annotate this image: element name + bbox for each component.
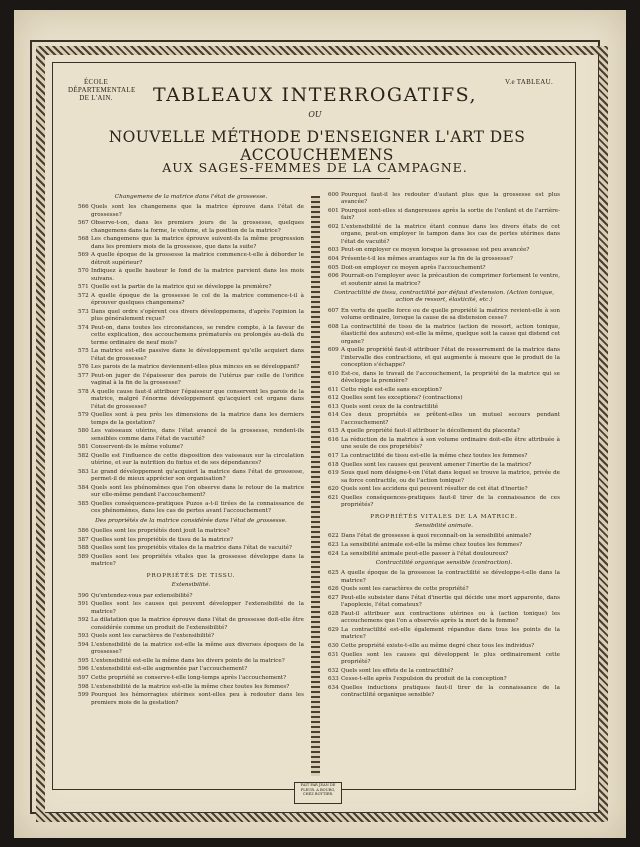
question-item	[78, 412, 304, 427]
question-text: Les parois de la matrice deviennent-elles plus minces en se développant?	[91, 364, 300, 371]
question-number: 574	[78, 325, 89, 331]
question-item	[328, 453, 560, 460]
question-text: Le grand développement qu'acquiert la matrice dans l'état de grossesse, permet-il de mieux apprécier son organisation?	[91, 469, 304, 483]
question-item	[328, 495, 560, 510]
question-number: 584	[78, 485, 89, 491]
question-number: 593	[78, 633, 89, 640]
question-number: 620	[328, 486, 339, 493]
question-text: Sous quel nom désigne-t-on l'état dans lequel se trouve la matrice, privée de sa force contractile, ou de l'action tonique?	[341, 470, 560, 484]
question-text: La contractilité est-elle également répandue dans tous les points de la matrice?	[341, 627, 560, 641]
question-text: Quelles conséquences-pratiques faut-il tirer de la connaissance de ces propriétés?	[341, 494, 560, 509]
question-text: A quelle époque de la grossesse le col de la matrice commence-t-il à éprouver quelques changemens?	[91, 293, 304, 307]
question-text: L'extensibilité est-elle augmentée par l'accouchement?	[91, 666, 248, 673]
question-text: Qu'entendez-vous par extensibilité?	[91, 592, 193, 599]
question-text: Quelles sont les propriétés vitales que la grossesse développe dans la matrice?	[91, 554, 304, 568]
question-number: 619	[328, 470, 339, 477]
question-number: 586	[78, 528, 89, 535]
question-item	[328, 652, 560, 667]
question-item	[78, 593, 304, 600]
question-item	[328, 611, 560, 626]
question-text: Cette propriété existe-t-elle au même degré chez tous les individus?	[341, 643, 535, 649]
question-number: 616	[328, 437, 339, 443]
question-text: L'extensibilité de la matrice étant connue dans les divers états de cet organe, peut-on employer le tampon dans les cas de pertes utérines dans l'état de vacuité?	[341, 224, 560, 245]
question-number: 612	[328, 395, 339, 402]
question-number: 605	[328, 264, 339, 271]
question-text: La contractilité de tissu est-elle la même chez toutes les femmes?	[341, 453, 528, 459]
question-item	[328, 428, 560, 435]
section-heading: Contractilité organique sensible (contraction).	[375, 560, 513, 566]
question-item	[328, 643, 560, 650]
question-item	[78, 364, 304, 371]
question-item	[78, 501, 304, 516]
question-item	[78, 268, 304, 283]
printer-imprint: FAIT PAR JEAN DE FLEUR. A BOURG, CHEZ BOTTIER.	[294, 782, 342, 804]
question-item	[78, 293, 304, 308]
question-text: Quelles sont les causes qui peuvent amener l'inertie de la matrice?	[341, 461, 532, 468]
question-number: 591	[78, 601, 89, 608]
question-number: 583	[78, 469, 89, 475]
question-item	[328, 462, 560, 469]
question-number: 577	[78, 373, 89, 379]
question-item	[328, 395, 560, 402]
question-text: L'extensibilité de la matrice est-elle la même chez toutes les femmes?	[91, 683, 290, 690]
question-list	[78, 593, 304, 707]
question-number: 623	[328, 542, 339, 548]
question-number: 609	[328, 347, 339, 354]
question-item	[328, 412, 560, 427]
question-text: Dans l'état de grossesse à quoi reconnaît-on la sensibilité animale?	[341, 533, 532, 540]
question-text: Doit-on employer ce moyen après l'accouchement?	[341, 264, 486, 271]
question-number: 598	[78, 683, 89, 690]
question-text: Quels sont les caractères de cette propriété?	[341, 586, 469, 593]
question-item	[78, 428, 304, 443]
question-item	[78, 617, 304, 632]
question-text: Indiquez à quelle hauteur le fond de la matrice parvient dans les mois suivans.	[91, 268, 304, 282]
question-item	[78, 325, 304, 347]
question-item	[328, 265, 560, 272]
question-item	[78, 284, 304, 291]
question-item	[328, 685, 560, 700]
main-title: TABLEAUX INTERROGATIFS,	[152, 84, 478, 106]
question-text: Quelles sont les exceptions? (contractions)	[341, 395, 463, 402]
question-item	[78, 537, 304, 544]
subsection-heading: Sensibilité animale.	[415, 523, 473, 529]
question-text: A quelle époque de la grossesse la matrice commence-t-elle à déborder le détroit supérieur?	[91, 252, 304, 266]
question-item	[328, 324, 560, 346]
question-text: La sensibilité animale est-elle la même chez toutes les femmes?	[341, 542, 523, 548]
question-item	[78, 601, 304, 616]
question-text: En vertu de quelle force ou de quelle propriété la matrice revient-elle à son volume ordinaire, lorsque la cause de sa distension cesse?	[341, 307, 560, 322]
question-number: 610	[328, 370, 339, 377]
question-number: 594	[78, 641, 89, 648]
question-text: Pourquoi les hémorragies utérines sont-elles peu à redouter dans les premiers mois de la gestation?	[91, 692, 304, 706]
question-number: 618	[328, 461, 339, 468]
question-number: 613	[328, 403, 339, 410]
question-item	[328, 470, 560, 485]
question-number: 588	[78, 545, 89, 552]
question-number: 578	[78, 389, 89, 395]
question-item	[78, 309, 304, 324]
question-text: Pourquoi faut-il les redouter d'autant plus que la grossesse est plus avancée?	[341, 192, 560, 206]
question-text: Quels sont les phénomènes que l'on observe dans le retour de la matrice sur elle-même pendant l'accouchement?	[91, 485, 304, 499]
question-number: 608	[328, 323, 339, 330]
title-conjunction: OU	[308, 110, 322, 119]
question-number: 622	[328, 533, 339, 540]
question-item	[78, 692, 304, 707]
question-text: Quels sont les changemens que la matrice éprouve dans l'état de grossesse?	[91, 204, 304, 218]
question-text: Faut-il attribuer aux contractions utérines ou à (action tonique) les accouchemens que l'on a observés après la mort de la femme?	[341, 611, 560, 625]
question-item	[328, 486, 560, 493]
question-item	[78, 642, 304, 657]
question-text: Peut-elle subsister dans l'état d'inertie qui décide une mort apparente, dans l'apoplexie, l'état comateux?	[341, 595, 560, 609]
question-number: 629	[328, 627, 339, 633]
question-text: Quels sont ceux de la contractilité	[341, 403, 439, 410]
question-item	[328, 347, 560, 369]
question-text: A quelle propriété faut-il attribuer le décollement du placenta?	[341, 428, 520, 435]
question-number: 579	[78, 412, 89, 419]
right-column	[328, 192, 560, 701]
question-number: 580	[78, 428, 89, 435]
question-item	[328, 551, 560, 558]
question-text: La sensibilité animale peut-elle passer à l'état douloureux?	[341, 550, 509, 557]
question-text: Quelles sont les propriétés dont jouit la matrice?	[91, 528, 230, 535]
question-text: Les vaisseaux utérins, dans l'état avancé de la grossesse, rendent-ils sensibles comme dans l'état de vacuité?	[91, 428, 304, 442]
question-item	[78, 373, 304, 388]
question-text: Quelles sont les propriétés vitales de la matrice dans l'état de vacuité?	[91, 545, 292, 552]
question-item	[328, 542, 560, 549]
question-text: Peut-on, dans toutes les circonstances, se rendre compte, à la faveur de cette explication, des accouchemens prématurés ou prolongés au-delà du terme ordinaire de neuf mois?	[91, 325, 304, 346]
question-number: 589	[78, 554, 89, 560]
question-item	[328, 387, 560, 394]
question-number: 611	[328, 386, 339, 393]
question-list	[78, 204, 304, 515]
question-item	[78, 204, 304, 219]
question-item	[328, 273, 560, 288]
question-item	[328, 437, 560, 452]
left-column	[78, 192, 304, 708]
question-number: 627	[328, 595, 339, 601]
question-item	[328, 570, 560, 585]
question-item	[78, 554, 304, 569]
question-number: 602	[328, 224, 339, 230]
question-text: La dilatation que la matrice éprouve dans l'état de grossesse doit-elle être considérée comme un produit de l'extensibilité?	[91, 617, 304, 631]
question-item	[78, 236, 304, 251]
question-text: La matrice est-elle passive dans le développement qu'elle acquiert dans l'état de grossesse?	[91, 348, 304, 362]
question-list	[78, 528, 304, 569]
question-item	[328, 256, 560, 263]
question-number: 617	[328, 453, 339, 459]
question-number: 600	[328, 192, 339, 198]
question-item	[328, 595, 560, 610]
question-number: 633	[328, 676, 339, 683]
question-number: 601	[328, 208, 339, 214]
question-item	[328, 208, 560, 223]
question-item	[78, 666, 304, 673]
section-heading: Contractilité de tissu, contractilité par défaut d'extension. (Action tonique, action de ressort, élasticité, etc.)	[334, 290, 554, 304]
question-item	[78, 633, 304, 640]
table-number-label: V.e TABLEAU.	[504, 78, 554, 86]
question-item	[328, 586, 560, 593]
question-text: Observe-t-on, dans les premiers jours de la grossesse, quelques changemens dans la forme, le volume, et la position de la matrice?	[91, 220, 304, 234]
question-number: 566	[78, 204, 89, 211]
question-number: 595	[78, 657, 89, 664]
question-item	[78, 545, 304, 552]
question-text: Ces deux propriétés se prêtent-elles un mutuel secours pendant l'accouchement?	[341, 412, 560, 426]
question-item	[78, 658, 304, 665]
question-text: Quelle est la partie de la matrice qui se développe la première?	[91, 284, 272, 291]
question-item	[328, 371, 560, 386]
question-number: 634	[328, 684, 339, 691]
question-text: L'extensibilité est-elle la même dans les divers points de la matrice?	[91, 657, 285, 664]
section-heading: Des propriétés de la matrice considérée dans l'état de grossesse.	[95, 517, 287, 524]
question-text: L'extensibilité de la matrice est-elle la même aux diverses époques de la grossesse?	[91, 641, 304, 656]
question-number: 568	[78, 236, 89, 243]
question-list	[328, 533, 560, 558]
question-text: Quelles sont les causes qui développent le plus ordinairement cette propriété?	[341, 651, 560, 665]
question-number: 625	[328, 570, 339, 577]
question-list	[328, 570, 560, 699]
question-number: 573	[78, 309, 89, 315]
question-number: 592	[78, 617, 89, 624]
school-label: ÉCOLE DÉPARTEMENTALE DE L'AIN.	[68, 78, 136, 102]
question-number: 570	[78, 268, 89, 275]
question-number: 582	[78, 453, 89, 459]
question-item	[328, 668, 560, 675]
question-item	[78, 485, 304, 500]
question-number: 572	[78, 293, 89, 299]
question-number: 626	[328, 586, 339, 593]
question-number: 576	[78, 364, 89, 371]
question-text: Quels sont les caractères de l'extensibilité?	[91, 633, 215, 640]
question-item	[328, 533, 560, 540]
question-number: 630	[328, 643, 339, 649]
question-text: Dans quel ordre s'opèrent ces divers développemens, d'après l'opinion la plus généralement reçue?	[91, 309, 304, 323]
question-text: Quelles conséquences-pratiques Puzos a-t-il tirées de la connaissance de ces phénomènes, dans les cas de pertes avant l'accouchement?	[91, 501, 304, 515]
question-text: Peut-on juger de l'épaisseur des parois de l'utérus par celle de l'orifice vaginal à la fin de la grossesse?	[91, 373, 304, 387]
question-text: Peut-on employer ce moyen lorsque la grossesse est peu avancée?	[341, 247, 530, 254]
question-number: 615	[328, 428, 339, 435]
question-number: 590	[78, 592, 89, 599]
question-number: 631	[328, 651, 339, 658]
question-text: Quelles sont les causes qui peuvent développer l'extensibilité de la matrice?	[91, 601, 304, 615]
question-number: 604	[328, 256, 339, 262]
question-text: Quelles sont les propriétés de tissu de la matrice?	[91, 536, 234, 543]
question-number: 581	[78, 444, 89, 451]
question-number: 596	[78, 666, 89, 673]
question-text: Quels sont les accidens qui peuvent résulter de cet état d'inertie?	[341, 486, 528, 493]
question-text: Présente-t-il les mêmes avantages sur la fin de la grossesse?	[341, 256, 513, 262]
question-number: 571	[78, 284, 89, 291]
question-number: 607	[328, 307, 339, 314]
question-text: A quelle époque de la grossesse la contractilité se développe-t-elle dans la matrice?	[341, 570, 560, 584]
question-item	[78, 684, 304, 691]
question-text: Pourquoi sont-elles si dangereuses après la sortie de l'enfant et de l'arrière-faix?	[341, 208, 560, 222]
subsection-heading: Extensibilité.	[171, 582, 211, 589]
title-rule	[240, 178, 390, 179]
question-number: 614	[328, 412, 339, 419]
question-item	[78, 348, 304, 363]
section-heading: PROPRIÉTÉS VITALES DE LA MATRICE.	[370, 513, 518, 520]
audience-line: AUX SAGES-FEMMES DE LA CAMPAGNE.	[162, 160, 468, 175]
question-text: La réduction de la matrice à son volume ordinaire doit-elle être attribuée à une seule de ces propriétés?	[341, 437, 560, 451]
question-item	[328, 676, 560, 683]
subtitle: NOUVELLE MÉTHODE D'ENSEIGNER L'ART DES ACCOUCHEMENS	[108, 128, 526, 164]
question-item	[78, 444, 304, 451]
section-heading: Changemens de la matrice dans l'état de grossesse.	[114, 194, 268, 200]
question-text: Quels sont les effets de la contractilité?	[341, 667, 454, 674]
question-number: 603	[328, 247, 339, 254]
question-item	[328, 308, 560, 323]
question-item	[328, 224, 560, 246]
question-text: Cette propriété se conserve-t-elle long-temps après l'accouchement?	[91, 675, 287, 681]
question-number: 621	[328, 494, 339, 501]
question-list	[328, 308, 560, 510]
question-item	[78, 453, 304, 468]
section-heading: PROPRIÉTÉS DE TISSU.	[146, 572, 236, 579]
question-text: Quelle est l'influence de cette disposition des vaisseaux sur la circulation utérine, et sur la nutrition du fœtus et de ses dépendances?	[91, 453, 304, 467]
question-number: 587	[78, 536, 89, 543]
question-item	[78, 675, 304, 682]
question-item	[78, 252, 304, 267]
question-number: 585	[78, 501, 89, 507]
question-number: 628	[328, 611, 339, 617]
question-text: Conservent-ils le même volume?	[91, 444, 183, 451]
question-text: La contractilité de tissu de la matrice (action de ressort, action tonique, élasticité des auteurs) est-elle la même, quelque soit la cause qui distend cet organe?	[341, 323, 560, 345]
question-number: 575	[78, 348, 89, 355]
question-item	[328, 404, 560, 411]
question-text: Cesse-t-elle après l'expulsion du produit de la conception?	[341, 676, 507, 683]
question-text: Quelles sont à peu près les dimensions de la matrice dans les derniers temps de la gestation?	[91, 412, 304, 426]
question-item	[78, 220, 304, 235]
question-text: Pourrait-on l'employer avec la précaution de comprimer fortement le ventre, et soutenir ainsi la matrice?	[341, 273, 560, 287]
question-number: 632	[328, 667, 339, 674]
column-divider-ornament	[311, 196, 320, 776]
question-item	[328, 192, 560, 207]
question-number: 597	[78, 675, 89, 681]
question-text: Les changemens que la matrice éprouve suivent-ils la même progression dans les premiers mois de la grossesse, que dans la suite?	[91, 236, 304, 250]
question-item	[78, 469, 304, 484]
question-text: Quelles inductions pratiques faut-il tirer de la connaissance de la contractilité organique sensible?	[341, 684, 560, 699]
question-number: 624	[328, 550, 339, 557]
question-number: 569	[78, 252, 89, 259]
question-text: A quelle propriété faut-il attribuer l'état de resserrement de la matrice dans l'intervalle des contractions, et qui augmente à mesure que le produit de la conception s'échappe?	[341, 347, 560, 369]
question-text: Cette règle est-elle sans exception?	[341, 386, 442, 393]
question-text: Est-ce, dans le travail de l'accouchement, la propriété de la matrice qui se développe la première?	[341, 370, 560, 385]
question-list	[328, 192, 560, 288]
question-item	[78, 528, 304, 535]
question-item	[78, 389, 304, 411]
question-item	[328, 627, 560, 642]
question-text: A quelle cause faut-il attribuer l'épaisseur que conservent les parois de la matrice, malgré l'énorme développement qu'acquiert cet organe dans l'état de grossesse?	[91, 389, 304, 410]
question-number: 567	[78, 220, 89, 227]
question-item	[328, 247, 560, 254]
question-number: 599	[78, 692, 89, 699]
question-number: 606	[328, 273, 339, 280]
